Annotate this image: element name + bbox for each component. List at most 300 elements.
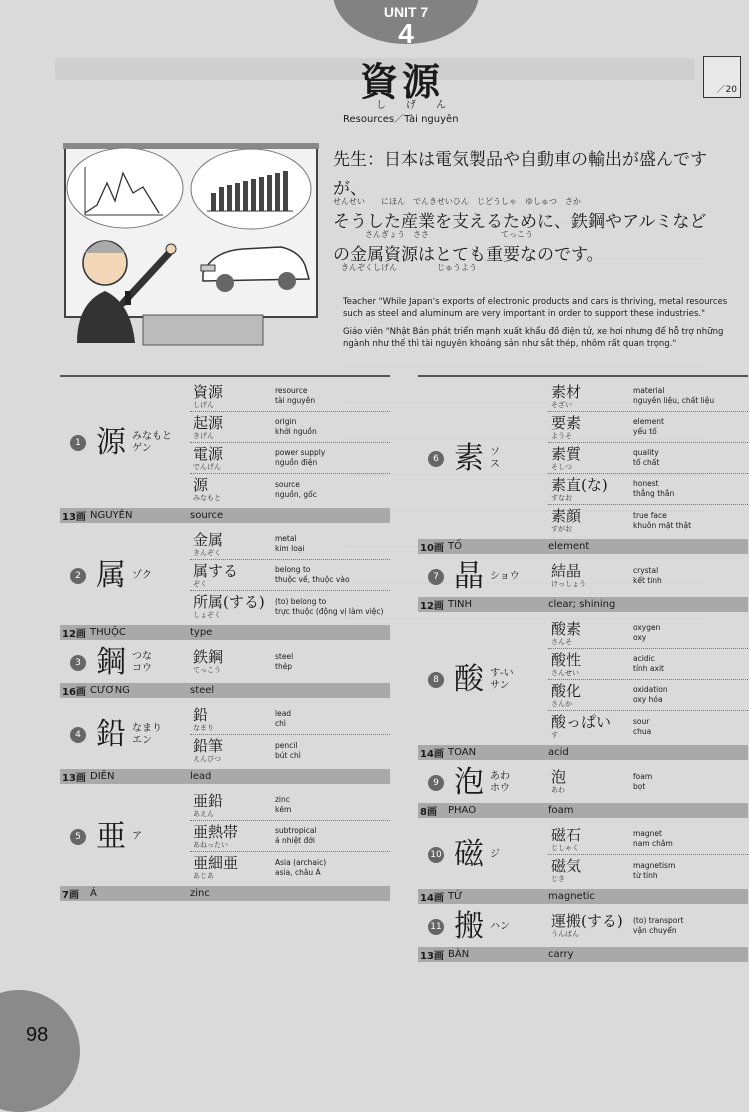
vocab-word: 泡 <box>551 768 567 786</box>
vocab-list <box>548 766 748 800</box>
column-top-rule <box>418 375 748 377</box>
vocab-meaning-vi: kết tinh <box>633 575 662 585</box>
vocab-meaning-vi: tố chất <box>633 458 660 467</box>
vocab-reading: すなお <box>551 493 572 502</box>
vocab-meaning-vi: nguyên liệu, chất liệu <box>633 396 715 405</box>
han-viet-reading: TỐ <box>448 541 462 552</box>
vocab-word: 亜細亜 <box>193 854 239 872</box>
vocab-meaning-en: (to) belong to <box>275 596 327 606</box>
han-viet-reading: NGUYÊN <box>90 510 133 521</box>
vocab-meaning-vi: thép <box>275 661 293 671</box>
vocab-meaning-vi: nam châm <box>633 839 673 848</box>
kanji-footer-bar <box>418 597 748 612</box>
vocab-japanese <box>548 477 633 502</box>
vocab-meaning-en: material <box>633 386 665 395</box>
vocab-list <box>190 646 390 680</box>
vocab-japanese <box>548 384 633 409</box>
vocab-meaning-en: metal <box>275 534 297 543</box>
kanji-entry-row <box>60 529 390 622</box>
kanji-entry-row <box>60 646 390 680</box>
kanji-entry-row <box>418 381 748 536</box>
translation-vi: Giáo viên "Nhật Bản phát triển mạnh xuất khẩu đồ điện tử, xe hơi nhưng để hỗ trợ những ngành như thế thì tài nguyên khoáng sản như sắt thép, nhôm rất quan trọng." <box>343 327 724 349</box>
kanji-entry <box>60 529 390 640</box>
kanji-meaning: lead <box>190 771 212 782</box>
entry-number: 1 <box>70 435 86 451</box>
vocab-meaning-en: acidic <box>633 654 655 663</box>
vocab-meaning <box>633 916 683 936</box>
stroke-count: 13画 <box>62 512 86 523</box>
vocab-word: 運搬(する) <box>551 912 623 930</box>
vocab-meaning-vi: asia, châu Á <box>275 867 321 877</box>
stroke-count: 13画 <box>62 773 86 784</box>
kanji-cell <box>418 560 548 594</box>
kanji-footer-bar <box>418 889 748 904</box>
entry-number: 9 <box>428 775 444 791</box>
vocab-item <box>548 443 748 474</box>
vocab-japanese <box>190 594 275 619</box>
vocab-meaning-en: lead <box>275 709 292 718</box>
vocab-word: 資源 <box>193 382 224 401</box>
kanji-reading: あわ <box>490 771 510 782</box>
vocab-meaning-en: quality <box>633 448 659 457</box>
kanji-footer-bar <box>60 508 390 523</box>
vocab-meaning-vi: nguồn, gốc <box>275 489 317 499</box>
vocab-meaning <box>275 709 291 729</box>
vocab-item <box>548 618 748 649</box>
vocab-japanese <box>190 477 275 502</box>
vocab-meaning-en: magnetism <box>633 860 676 870</box>
kanji-cell <box>418 910 548 944</box>
vocab-list <box>548 910 748 944</box>
translation <box>343 296 738 350</box>
han-viet-reading: BÀN <box>448 949 470 960</box>
stroke-count: 16画 <box>62 687 86 698</box>
kanji-footer-bar <box>418 803 748 818</box>
vocab-word: 結晶 <box>551 562 582 580</box>
kanji-readings <box>132 431 172 455</box>
vocab-word: 酸っぱい <box>551 713 612 731</box>
han-viet-reading: Á <box>90 888 97 899</box>
lesson-title: 資源 <box>360 59 445 104</box>
vocab-meaning-vi: chua <box>633 726 652 736</box>
kanji-reading: ア <box>132 830 142 842</box>
vocab-meaning-vi: kim loại <box>275 544 305 553</box>
kanji-reading: つな <box>132 651 152 662</box>
vocab-item <box>548 381 748 412</box>
vocab-item <box>190 529 390 560</box>
vocab-japanese <box>548 563 633 588</box>
vocab-meaning-en: crystal <box>633 565 659 575</box>
teacher-illustration <box>63 143 319 350</box>
vocab-word: 酸性 <box>551 650 582 669</box>
vocab-word: 磁石 <box>551 825 582 844</box>
vocab-meaning <box>633 448 659 468</box>
column-top-rule <box>60 375 390 377</box>
stroke-count: 14画 <box>420 893 444 904</box>
unit-label: UNIT 7 <box>383 4 429 20</box>
entry-number: 8 <box>428 672 444 688</box>
vocab-japanese <box>190 707 275 732</box>
vocab-meaning-en: magnet <box>633 829 662 838</box>
vocab-list <box>548 381 748 536</box>
vocab-meaning-en: foam <box>633 771 653 781</box>
han-viet-reading: TINH <box>448 599 473 610</box>
vocab-reading: そざい <box>551 400 572 409</box>
vocab-list <box>548 560 748 594</box>
vocab-meaning <box>633 772 652 792</box>
kanji-entry <box>418 766 748 818</box>
vocab-meaning <box>275 826 317 846</box>
kanji-cell <box>418 766 548 800</box>
vocab-reading: あえん <box>193 809 214 818</box>
vocab-item <box>190 381 390 412</box>
vocab-item <box>190 412 390 443</box>
vocab-item <box>548 474 748 505</box>
vocab-reading: しょぞく <box>193 611 221 619</box>
vocab-meaning-en: belong to <box>275 565 311 574</box>
kanji-reading: す-い <box>490 668 514 679</box>
kanji-cell <box>60 704 190 766</box>
vocab-meaning <box>633 386 714 406</box>
kanji-character: 磁 <box>454 837 484 872</box>
vocab-item <box>190 704 390 735</box>
vocab-word: 酸化 <box>551 681 582 700</box>
vocab-reading: あじあ <box>193 872 214 880</box>
kanji-entry <box>418 381 748 554</box>
vocab-reading: しげん <box>193 400 214 409</box>
vocab-japanese <box>190 532 275 557</box>
vocab-item <box>548 649 748 680</box>
vocab-meaning-en: oxygen <box>633 623 661 632</box>
vocab-word: 亜鉛 <box>193 791 224 810</box>
kanji-entry-row <box>60 381 390 505</box>
vocab-reading: さんそ <box>551 637 572 646</box>
kanji-readings <box>490 771 510 795</box>
kanji-readings <box>490 571 520 583</box>
vocab-item <box>190 646 390 677</box>
kanji-meaning: acid <box>548 747 569 758</box>
entry-number: 11 <box>428 919 444 935</box>
entry-number: 5 <box>70 829 86 845</box>
vocab-meaning-vi: bút chì <box>275 750 301 760</box>
kanji-reading: ゾク <box>132 569 152 581</box>
vocab-word: 鉛筆 <box>193 737 224 755</box>
kanji-entry <box>60 704 390 784</box>
vocab-meaning <box>275 417 317 437</box>
dialog-line: そうした産業を支えるために、鉄鋼やアルミなど <box>333 212 707 232</box>
kanji-character: 亜 <box>96 818 126 854</box>
vocab-word: 磁気 <box>551 857 582 875</box>
vocab-meaning <box>275 448 325 468</box>
vocab-meaning-en: steel <box>275 651 294 661</box>
vocab-word: 所属(する) <box>193 593 265 611</box>
kanji-cell <box>60 790 190 883</box>
han-viet-reading: DIÊN <box>90 771 115 782</box>
vocab-reading: きんぞく <box>193 548 221 557</box>
vocab-meaning <box>633 685 668 705</box>
vocab-japanese <box>190 793 275 818</box>
vocab-reading: ようそ <box>551 431 572 440</box>
vocab-item <box>548 910 748 941</box>
vocab-meaning-vi: kẽm <box>275 805 292 814</box>
vocab-meaning-vi: thuộc về, thuộc vào <box>275 575 350 584</box>
vocab-japanese <box>548 769 633 794</box>
han-viet-reading: PHAO <box>448 805 477 816</box>
kanji-reading: ス <box>490 458 500 470</box>
vocab-meaning <box>275 597 383 617</box>
vocab-word: 金属 <box>193 530 224 549</box>
vocab-meaning-en: zinc <box>275 795 290 804</box>
vocab-item <box>190 735 390 766</box>
kanji-readings <box>132 651 152 675</box>
stroke-count: 12画 <box>62 629 86 640</box>
vocab-meaning-vi: khuôn mặt thật <box>633 520 692 530</box>
vocab-item <box>548 855 748 886</box>
kanji-footer-bar <box>418 947 748 962</box>
vocab-word: 鉛 <box>193 705 209 724</box>
vocab-word: 源 <box>193 476 209 494</box>
vocab-word: 素顔 <box>551 507 582 525</box>
vocab-list <box>190 381 390 505</box>
kanji-reading: ゲン <box>132 443 152 454</box>
kanji-reading: サン <box>490 680 510 691</box>
kanji-entry <box>418 560 748 612</box>
vocab-meaning-vi: nguồn điện <box>275 458 318 467</box>
vocab-meaning-vi: thẳng thắn <box>633 489 675 498</box>
vocab-japanese <box>548 652 633 677</box>
vocab-reading: さんせい <box>551 668 579 677</box>
stroke-count: 12画 <box>420 601 444 612</box>
kanji-entry <box>418 618 748 760</box>
kanji-meaning: zinc <box>190 888 210 899</box>
entry-number: 3 <box>70 655 86 671</box>
vocab-word: 亜熱帯 <box>193 822 239 841</box>
kanji-reading: ジ <box>490 849 500 860</box>
vocab-meaning <box>633 511 691 531</box>
vocab-meaning-vi: khởi nguồn <box>275 427 317 436</box>
vocab-japanese <box>190 738 275 763</box>
vocab-word: 鉄鋼 <box>193 648 224 666</box>
vocab-item <box>548 824 748 855</box>
lesson-title-ruby: しげん <box>376 100 466 111</box>
vocab-japanese <box>548 621 633 646</box>
vocab-meaning <box>633 829 673 849</box>
kanji-reading: なまり <box>132 723 162 734</box>
kanji-readings <box>132 723 162 747</box>
vocab-item <box>548 711 748 742</box>
kanji-entry-row <box>418 824 748 886</box>
kanji-entry <box>60 381 390 523</box>
vocab-meaning-vi: từ tính <box>633 870 658 880</box>
kanji-reading: ショウ <box>490 571 520 582</box>
unit-number: 4 <box>398 18 414 49</box>
kanji-character: 鋼 <box>96 645 126 680</box>
page-number: 98 <box>26 1024 49 1046</box>
kanji-cell <box>60 646 190 680</box>
vocab-meaning-en: element <box>633 417 664 426</box>
dialog-ruby: さんぎょう ささ てっこう <box>333 230 533 239</box>
vocab-reading: あわ <box>551 786 565 794</box>
kanji-cell <box>418 824 548 886</box>
vocab-meaning <box>275 480 317 500</box>
vocab-meaning <box>275 386 315 406</box>
vocab-reading: うんぱん <box>551 930 579 938</box>
vocab-meaning <box>275 741 301 761</box>
vocab-meaning <box>633 623 660 643</box>
vocab-meaning-en: subtropical <box>275 826 317 835</box>
kanji-character: 素 <box>454 440 484 476</box>
kanji-readings <box>132 831 142 843</box>
vocab-japanese <box>548 913 633 938</box>
vocab-meaning-en: power supply <box>275 448 326 457</box>
dialog-line: 先生：日本は電気製品や自動車の輸出が盛んですが、 <box>333 150 707 199</box>
vocab-meaning <box>633 861 675 881</box>
vocab-japanese <box>548 827 633 852</box>
vocab-japanese <box>548 415 633 440</box>
han-viet-reading: TỪ <box>448 891 463 902</box>
vocab-meaning-en: (to) transport <box>633 915 684 925</box>
vocab-japanese <box>190 384 275 409</box>
kanji-meaning: element <box>548 541 590 552</box>
vocab-japanese <box>190 824 275 849</box>
stroke-count: 13画 <box>420 951 444 962</box>
vocab-reading: なまり <box>193 723 214 732</box>
entry-number: 10 <box>428 847 444 863</box>
kanji-meaning: clear; shining <box>548 599 616 610</box>
vocab-meaning-vi: bọt <box>633 781 646 791</box>
kanji-readings <box>132 570 152 582</box>
kanji-entry-row <box>418 766 748 800</box>
vocab-meaning <box>633 654 664 674</box>
vocab-meaning-en: sour <box>633 716 650 726</box>
vocab-meaning-vi: oxy <box>633 633 647 642</box>
vocab-reading: じしゃく <box>551 843 579 852</box>
vocab-reading: そしつ <box>551 462 572 471</box>
vocab-item <box>190 560 390 591</box>
han-viet-reading: TOAN <box>448 747 477 758</box>
vocab-reading: けっしょう <box>551 580 586 588</box>
vocab-item <box>190 790 390 821</box>
stroke-count: 14画 <box>420 749 444 760</box>
vocab-meaning-vi: chì <box>275 719 286 728</box>
vocab-word: 酸素 <box>551 619 582 638</box>
vocab-word: 電源 <box>193 444 224 463</box>
vocab-list <box>190 704 390 766</box>
vocab-reading: じき <box>551 875 565 883</box>
kanji-cell <box>60 381 190 505</box>
entry-number: 4 <box>70 727 86 743</box>
vocab-reading: きげん <box>193 431 214 440</box>
vocab-meaning-vi: á nhiệt đới <box>275 836 315 845</box>
vocab-reading: ぞく <box>193 579 207 588</box>
kanji-character: 源 <box>96 425 126 460</box>
kanji-entry-row <box>418 560 748 594</box>
vocab-meaning <box>275 565 350 585</box>
stroke-count: 10画 <box>420 543 444 554</box>
kanji-footer-bar <box>60 625 390 640</box>
kanji-entry-row <box>60 704 390 766</box>
dialog-ruby: きんぞくしげん じゅうよう <box>333 263 477 272</box>
vocab-item <box>548 680 748 711</box>
vocab-meaning-en: true face <box>633 510 667 520</box>
kanji-meaning: type <box>190 627 213 638</box>
vocab-meaning-vi: tính axit <box>633 664 664 673</box>
kanji-readings <box>490 921 510 933</box>
vocab-item <box>190 591 390 622</box>
vocab-meaning-en: Asia (archaic) <box>275 857 327 867</box>
kanji-character: 酸 <box>454 662 484 697</box>
kanji-column-left <box>60 375 390 907</box>
kanji-footer-bar <box>418 539 748 554</box>
lesson-subtitle: Resources／Tài nguyên <box>343 114 459 125</box>
vocab-japanese <box>548 508 633 533</box>
kanji-cell <box>418 618 548 742</box>
vocab-japanese <box>190 446 275 471</box>
vocab-japanese <box>548 714 633 739</box>
kanji-reading: みなもと <box>132 431 172 442</box>
vocab-word: 起源 <box>193 413 224 432</box>
score-box <box>703 56 741 98</box>
vocab-meaning-en: honest <box>633 479 659 488</box>
kanji-character: 属 <box>96 557 126 593</box>
vocab-item <box>190 443 390 474</box>
kanji-entry <box>418 910 748 962</box>
vocab-meaning-vi: yếu tố <box>633 427 657 436</box>
vocab-meaning <box>275 858 326 878</box>
vocab-japanese <box>190 563 275 588</box>
kanji-meaning: steel <box>190 685 215 696</box>
vocab-list <box>190 790 390 883</box>
vocab-list <box>190 529 390 622</box>
han-viet-reading: THUỘC <box>90 627 126 638</box>
kanji-readings <box>490 668 514 692</box>
vocab-word: 素直(な) <box>551 475 608 494</box>
vocab-meaning-vi: vận chuyển <box>633 925 677 935</box>
vocab-item <box>190 821 390 852</box>
vocab-reading: すがお <box>551 525 572 533</box>
kanji-footer-bar <box>60 886 390 901</box>
vocab-word: 要素 <box>551 413 582 432</box>
kanji-footer-bar <box>60 769 390 784</box>
kanji-entry-row <box>418 618 748 742</box>
vocab-meaning <box>633 717 651 737</box>
vocab-meaning-en: resource <box>275 386 308 395</box>
kanji-reading: ハン <box>490 921 510 932</box>
entry-number: 2 <box>70 568 86 584</box>
vocab-reading: あねったい <box>193 840 228 849</box>
kanji-meaning: source <box>190 510 224 521</box>
vocab-reading: みなもと <box>193 494 221 502</box>
vocab-meaning-en: source <box>275 479 300 489</box>
kanji-footer-bar <box>418 745 748 760</box>
vocab-word: 属する <box>193 561 239 580</box>
vocab-japanese <box>548 858 633 883</box>
kanji-entry-row <box>60 790 390 883</box>
kanji-readings <box>490 447 500 471</box>
kanji-character: 泡 <box>454 765 484 800</box>
kanji-column-right <box>418 375 748 968</box>
vocab-list <box>548 618 748 742</box>
stroke-count: 7画 <box>62 890 79 901</box>
han-viet-reading: CƯƠNG <box>90 685 130 696</box>
vocab-reading: す <box>551 731 558 739</box>
kanji-meaning: carry <box>548 949 574 960</box>
vocab-japanese <box>190 855 275 880</box>
vocab-word: 素材 <box>551 382 582 401</box>
kanji-reading: ホウ <box>490 783 510 794</box>
vocab-japanese <box>548 683 633 708</box>
kanji-cell <box>418 381 548 536</box>
